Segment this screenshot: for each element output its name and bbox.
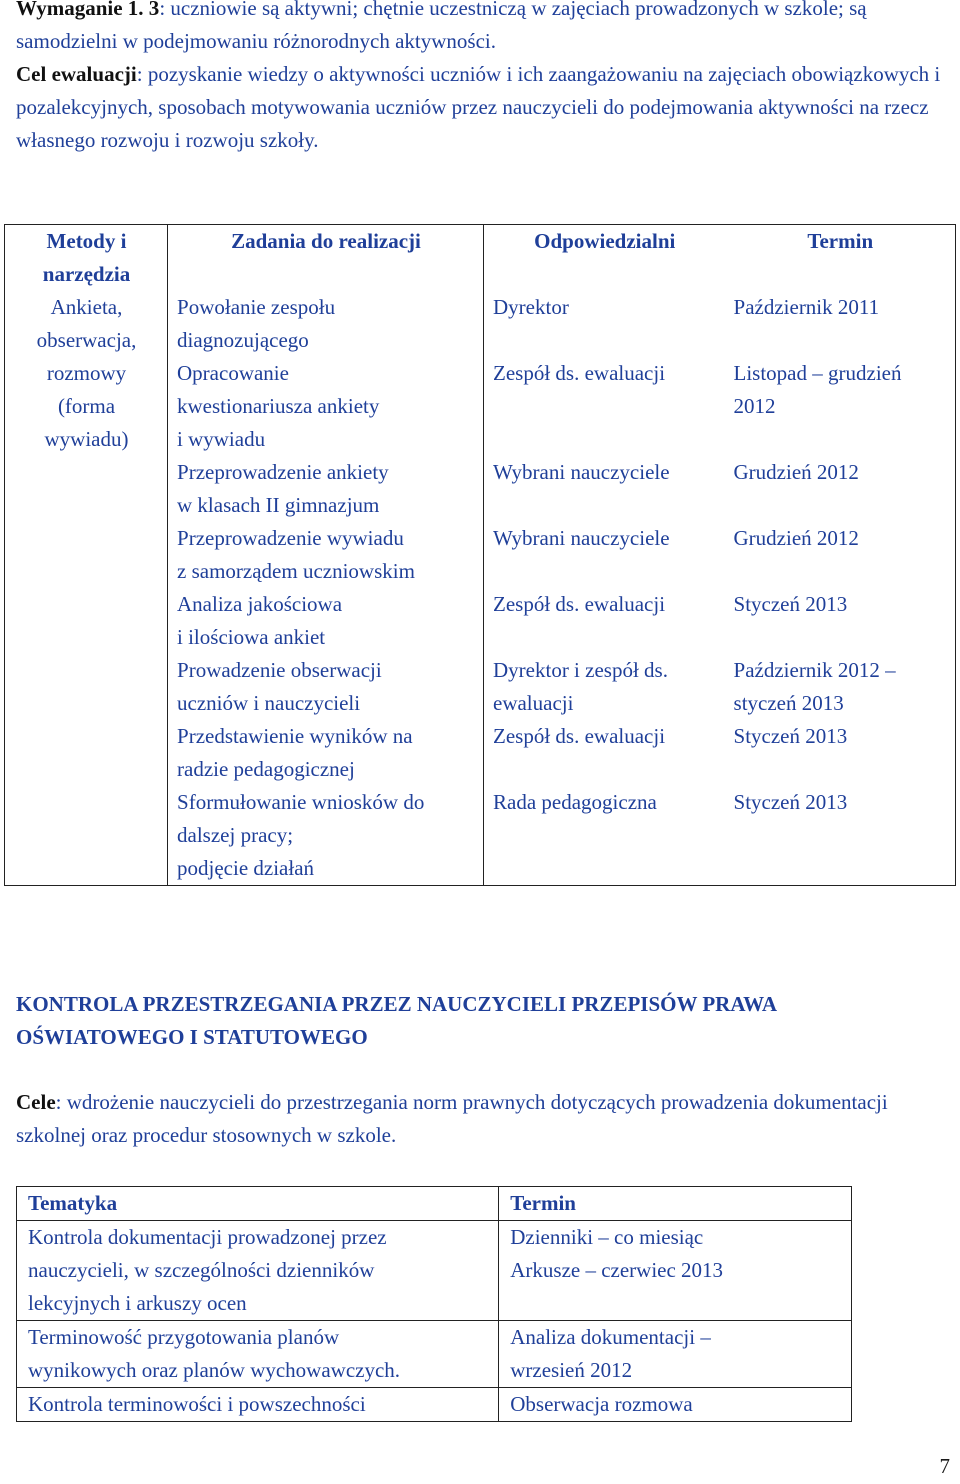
task-line: Przeprowadzenie wywiadu bbox=[177, 526, 404, 550]
table-row bbox=[5, 291, 956, 357]
table-header-row bbox=[17, 1187, 852, 1221]
term-line: Styczeń 2013 bbox=[733, 724, 848, 748]
methods-line: wywiadu) bbox=[44, 427, 129, 451]
responsible-line: Dyrektor bbox=[493, 295, 569, 319]
task-line: dalszej pracy; bbox=[177, 823, 294, 847]
term-cell bbox=[725, 654, 956, 720]
responsible-line: Zespół ds. ewaluacji bbox=[493, 592, 666, 616]
term-line: Styczeń 2013 bbox=[733, 592, 848, 616]
responsible-line: Zespół ds. ewaluacji bbox=[493, 724, 666, 748]
responsible-line: Zespół ds. ewaluacji bbox=[493, 361, 666, 385]
term-line: styczeń 2013 bbox=[733, 691, 844, 715]
task-cell bbox=[168, 654, 484, 720]
column-header: Metody i narzędzia bbox=[5, 225, 168, 292]
goals-label: Cele bbox=[16, 1090, 56, 1114]
task-line: uczniów i nauczycieli bbox=[177, 691, 361, 715]
term-line: 2012 bbox=[733, 394, 776, 418]
methods-line: Ankieta, bbox=[50, 295, 123, 319]
task-line: Powołanie zespołu bbox=[177, 295, 336, 319]
responsible-line: Wybrani nauczyciele bbox=[493, 460, 670, 484]
term-line: Grudzień 2012 bbox=[733, 526, 859, 550]
term-line: Grudzień 2012 bbox=[733, 460, 859, 484]
task-line: i wywiadu bbox=[177, 427, 266, 451]
task-line: Prowadzenie obserwacji bbox=[177, 658, 382, 682]
term-line: wrzesień 2012 bbox=[510, 1358, 633, 1382]
goals-text: : wdrożenie nauczycieli do przestrzegania norm prawnych dotyczących prowadzenia dokumentacji szkolnej oraz procedur stosownych w szkole. bbox=[16, 1090, 888, 1147]
requirement-text: : uczniowie są aktywni; chętnie uczestniczą w zajęciach prowadzonych w szkole; są samodzielni w podejmowaniu różnorodnych aktywności. bbox=[16, 0, 867, 53]
task-cell bbox=[168, 588, 484, 654]
column-header: Termin bbox=[725, 225, 956, 292]
methods-line: obserwacja, bbox=[36, 328, 137, 352]
term-cell bbox=[725, 720, 956, 786]
responsible-cell bbox=[484, 357, 725, 456]
column-header: Tematyka bbox=[17, 1187, 499, 1221]
term-line: Obserwacja rozmowa bbox=[510, 1392, 693, 1416]
task-line: radzie pedagogicznej bbox=[177, 757, 355, 781]
task-line: Przedstawienie wyników na bbox=[177, 724, 413, 748]
table-row bbox=[17, 1321, 852, 1388]
table-row bbox=[17, 1388, 852, 1422]
term-line: Arkusze – czerwiec 2013 bbox=[510, 1258, 724, 1282]
control-table bbox=[16, 1186, 852, 1422]
table-header-row bbox=[5, 225, 956, 292]
section-title-line-1: KONTROLA PRZESTRZEGANIA PRZEZ NAUCZYCIELI PRZEPISÓW PRAWA bbox=[16, 992, 778, 1016]
topic-line: Kontrola dokumentacji prowadzonej przez bbox=[28, 1225, 387, 1249]
column-header: Odpowiedzialni bbox=[484, 225, 725, 292]
requirement-paragraph bbox=[16, 0, 946, 58]
term-line: Styczeń 2013 bbox=[733, 790, 848, 814]
responsible-cell bbox=[484, 720, 725, 786]
term-cell bbox=[499, 1388, 852, 1422]
topic-line: nauczycieli, w szczególności dzienników bbox=[28, 1258, 375, 1282]
responsible-cell bbox=[484, 456, 725, 522]
section-title bbox=[16, 988, 946, 1054]
task-line: Opracowanie bbox=[177, 361, 289, 385]
responsible-cell bbox=[484, 522, 725, 588]
task-line: diagnozującego bbox=[177, 328, 309, 352]
task-cell bbox=[168, 357, 484, 456]
term-cell bbox=[725, 786, 956, 886]
goals-paragraph bbox=[16, 1086, 946, 1152]
term-cell bbox=[725, 588, 956, 654]
topic-line: lekcyjnych i arkuszy ocen bbox=[28, 1291, 247, 1315]
topic-line: Terminowość przygotowania planów bbox=[28, 1325, 340, 1349]
intro-section bbox=[16, 0, 946, 157]
task-line: i ilościowa ankiet bbox=[177, 625, 326, 649]
responsible-line: Wybrani nauczyciele bbox=[493, 526, 670, 550]
methods-cell bbox=[5, 291, 168, 886]
term-cell bbox=[725, 522, 956, 588]
task-line: kwestionariusza ankiety bbox=[177, 394, 380, 418]
goal-label: Cel ewaluacji bbox=[16, 62, 137, 86]
responsible-line: ewaluacji bbox=[493, 691, 574, 715]
methods-line: (forma bbox=[57, 394, 116, 418]
responsible-cell bbox=[484, 588, 725, 654]
task-line: w klasach II gimnazjum bbox=[177, 493, 380, 517]
column-header: Termin bbox=[499, 1187, 852, 1221]
term-line: Październik 2011 bbox=[733, 295, 880, 319]
task-line: z samorządem uczniowskim bbox=[177, 559, 415, 583]
task-cell bbox=[168, 522, 484, 588]
task-cell bbox=[168, 720, 484, 786]
task-cell bbox=[168, 456, 484, 522]
task-line: podjęcie działań bbox=[177, 856, 315, 880]
term-cell bbox=[725, 357, 956, 456]
task-cell bbox=[168, 786, 484, 886]
topic-cell bbox=[17, 1221, 499, 1321]
responsible-cell bbox=[484, 654, 725, 720]
responsible-cell bbox=[484, 291, 725, 357]
task-cell bbox=[168, 291, 484, 357]
evaluation-table bbox=[4, 224, 956, 886]
topic-line: wynikowych oraz planów wychowawczych. bbox=[28, 1358, 401, 1382]
term-cell bbox=[725, 456, 956, 522]
column-header: Zadania do realizacji bbox=[168, 225, 484, 292]
responsible-line: Rada pedagogiczna bbox=[493, 790, 657, 814]
topic-cell bbox=[17, 1388, 499, 1422]
term-line: Październik 2012 – bbox=[733, 658, 896, 682]
goal-paragraph bbox=[16, 58, 946, 157]
page-number: 7 bbox=[939, 1454, 950, 1478]
section-title-line-2: OŚWIATOWEGO I STATUTOWEGO bbox=[16, 1025, 368, 1049]
table-row bbox=[17, 1221, 852, 1321]
topic-line: Kontrola terminowości i powszechności bbox=[28, 1392, 366, 1416]
responsible-line: Dyrektor i zespół ds. bbox=[493, 658, 668, 682]
topic-cell bbox=[17, 1321, 499, 1388]
term-line: Listopad – grudzień bbox=[733, 361, 902, 385]
methods-line: rozmowy bbox=[46, 361, 127, 385]
term-line: Dzienniki – co miesiąc bbox=[510, 1225, 704, 1249]
term-cell bbox=[725, 291, 956, 357]
responsible-cell bbox=[484, 786, 725, 886]
term-cell bbox=[499, 1321, 852, 1388]
term-cell bbox=[499, 1221, 852, 1321]
requirement-label: Wymaganie 1. 3 bbox=[16, 0, 160, 20]
task-line: Przeprowadzenie ankiety bbox=[177, 460, 389, 484]
goal-text: : pozyskanie wiedzy o aktywności uczniów i ich zaangażowaniu na zajęciach obowiązkowych i pozalekcyjnych, sposobach motywowania uczniów przez nauczycieli do podejmowania aktywności na rzecz własnego rozwoju i rozwoju szkoły. bbox=[16, 62, 941, 152]
term-line: Analiza dokumentacji – bbox=[510, 1325, 711, 1349]
task-line: Sformułowanie wniosków do bbox=[177, 790, 425, 814]
task-line: Analiza jakościowa bbox=[177, 592, 343, 616]
